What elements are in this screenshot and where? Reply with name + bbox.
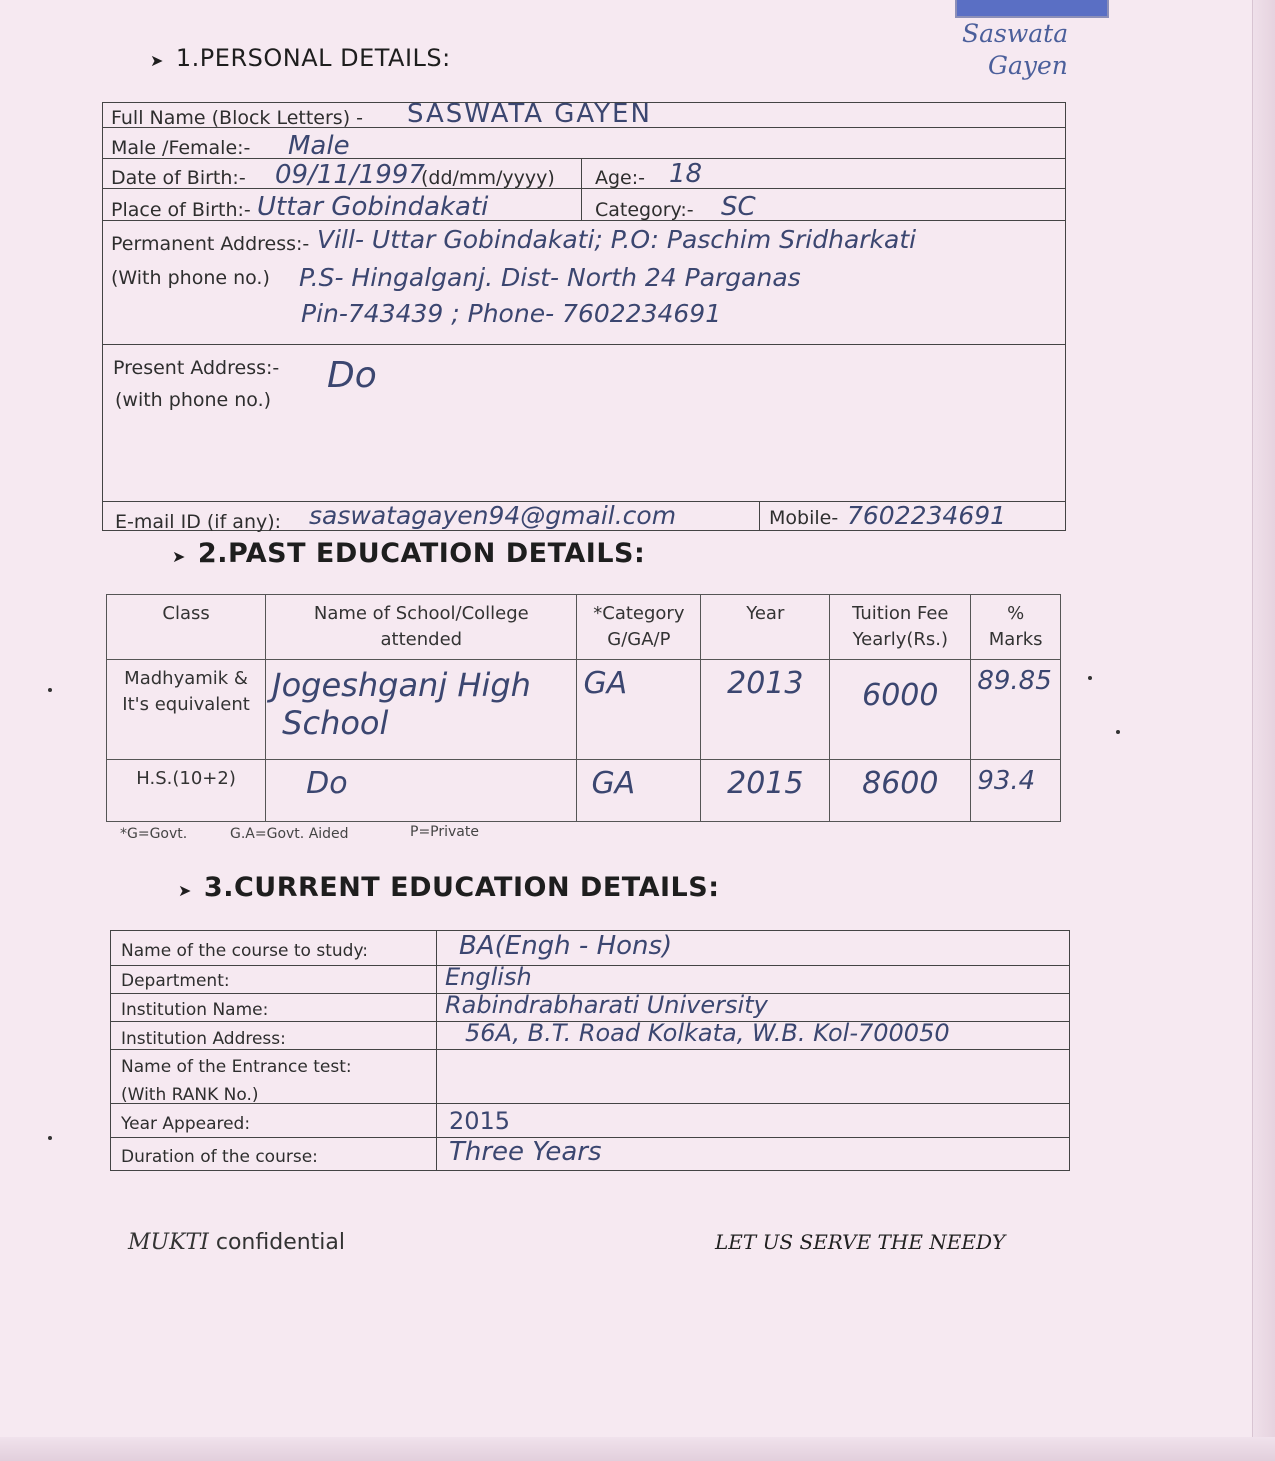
cell-marks: 93.4 (971, 760, 1061, 822)
header-school: Name of School/College attended (266, 595, 577, 660)
cell-class: H.S.(10+2) (107, 760, 266, 822)
category-value: SC (721, 192, 756, 222)
full-name-value: SASWATA GAYEN (407, 99, 652, 129)
course-label: Name of the course to study: (121, 941, 368, 961)
stray-mark (1088, 676, 1092, 680)
full-name-label: Full Name (Block Letters) - (111, 107, 364, 129)
signature (962, 18, 1122, 82)
arrow-icon: ➤ (172, 547, 186, 566)
cell-fee: 8600 (830, 760, 971, 822)
section-past-education-heading: ➤ 2.PAST EDUCATION DETAILS: (172, 538, 646, 569)
email-label: E-mail ID (if any): (115, 511, 282, 533)
section-personal-heading: ➤ 1.PERSONAL DETAILS: (150, 44, 451, 72)
dob-value: 09/11/1997 (275, 160, 425, 190)
present-phone-label: (with phone no.) (115, 389, 272, 411)
pob-value: Uttar Gobindakati (257, 192, 489, 222)
institution-name-value: Rabindrabharati University (445, 991, 768, 1019)
header-marks: % Marks (971, 595, 1061, 660)
gender-label: Male /Female:- (111, 137, 251, 159)
permanent-address-line-2: P.S- Hingalganj. Dist- North 24 Parganas (299, 263, 801, 292)
personal-details-box (102, 99, 1066, 533)
legend-private: P=Private (410, 824, 479, 840)
cell-year: 2015 (701, 760, 830, 822)
page-edge (1252, 0, 1275, 1461)
table-row (107, 660, 1061, 760)
pob-label: Place of Birth:- (111, 199, 251, 221)
dob-label: Date of Birth:- (111, 167, 246, 189)
cell-school: Jogeshganj High School (266, 660, 577, 760)
header-year: Year (701, 595, 830, 660)
year-appeared-label: Year Appeared: (121, 1114, 251, 1134)
signature-line-2: Gayen (988, 51, 1068, 80)
age-label: Age:- (595, 167, 646, 189)
section-current-education-heading: ➤ 3.CURRENT EDUCATION DETAILS: (178, 872, 720, 903)
present-address-label: Present Address:- (113, 357, 280, 379)
permanent-phone-label: (With phone no.) (111, 267, 270, 289)
cell-fee: 6000 (830, 660, 971, 760)
footer-confidential: MUKTI confidential (128, 1230, 346, 1255)
age-value: 18 (669, 159, 703, 189)
mobile-value: 7602234691 (847, 501, 1007, 530)
table-header-row (107, 595, 1061, 660)
current-education-box (110, 930, 1070, 1171)
signature-line-1: Saswata (962, 19, 1069, 48)
cell-category: GA (577, 660, 701, 760)
gender-value: Male (288, 131, 350, 161)
past-education-table (106, 594, 1061, 822)
cell-year: 2013 (701, 660, 830, 760)
cell-category: GA (577, 760, 701, 822)
present-address-value: Do (327, 355, 377, 396)
permanent-address-line-3: Pin-743439 ; Phone- 7602234691 (301, 299, 722, 328)
email-value: saswatagayen94@gmail.com (309, 501, 677, 530)
department-label: Department: (121, 971, 230, 991)
table-row (107, 760, 1061, 822)
mobile-label: Mobile- (769, 507, 839, 529)
header-fee: Tuition Fee Yearly(Rs.) (830, 595, 971, 660)
arrow-icon: ➤ (178, 881, 192, 900)
stray-mark (1116, 730, 1120, 734)
institution-address-value: 56A, B.T. Road Kolkata, W.B. Kol-700050 (465, 1019, 950, 1047)
stray-mark (48, 688, 52, 692)
cell-class: Madhyamik & It's equivalent (107, 660, 266, 760)
entrance-rank-label: (With RANK No.) (121, 1085, 259, 1105)
legend-govt-aided: G.A=Govt. Aided (230, 826, 349, 842)
duration-label: Duration of the course: (121, 1147, 318, 1167)
course-value: BA(Engh - Hons) (459, 931, 673, 961)
cell-school: Do (266, 760, 577, 822)
entrance-test-label: Name of the Entrance test: (121, 1057, 352, 1077)
arrow-icon: ➤ (150, 51, 164, 70)
institution-name-label: Institution Name: (121, 1000, 269, 1020)
stray-mark (48, 1136, 52, 1140)
page-bottom-edge (0, 1437, 1275, 1461)
duration-value: Three Years (449, 1137, 602, 1167)
category-label: Category:- (595, 199, 694, 221)
footer-motto: LET US SERVE THE NEEDY (715, 1230, 1006, 1254)
header-class: Class (107, 595, 266, 660)
permanent-address-label: Permanent Address:- (111, 233, 310, 255)
dob-format: (dd/mm/yyyy) (421, 167, 555, 189)
department-value: English (445, 963, 532, 991)
year-appeared-value: 2015 (449, 1107, 511, 1135)
legend-govt: *G=Govt. (120, 826, 188, 842)
header-category: *Category G/GA/P (577, 595, 701, 660)
applicant-photo (955, 0, 1109, 18)
cell-marks: 89.85 (971, 660, 1061, 760)
institution-address-label: Institution Address: (121, 1029, 286, 1049)
permanent-address-line-1: Vill- Uttar Gobindakati; P.O: Paschim Sridharkati (317, 225, 917, 254)
